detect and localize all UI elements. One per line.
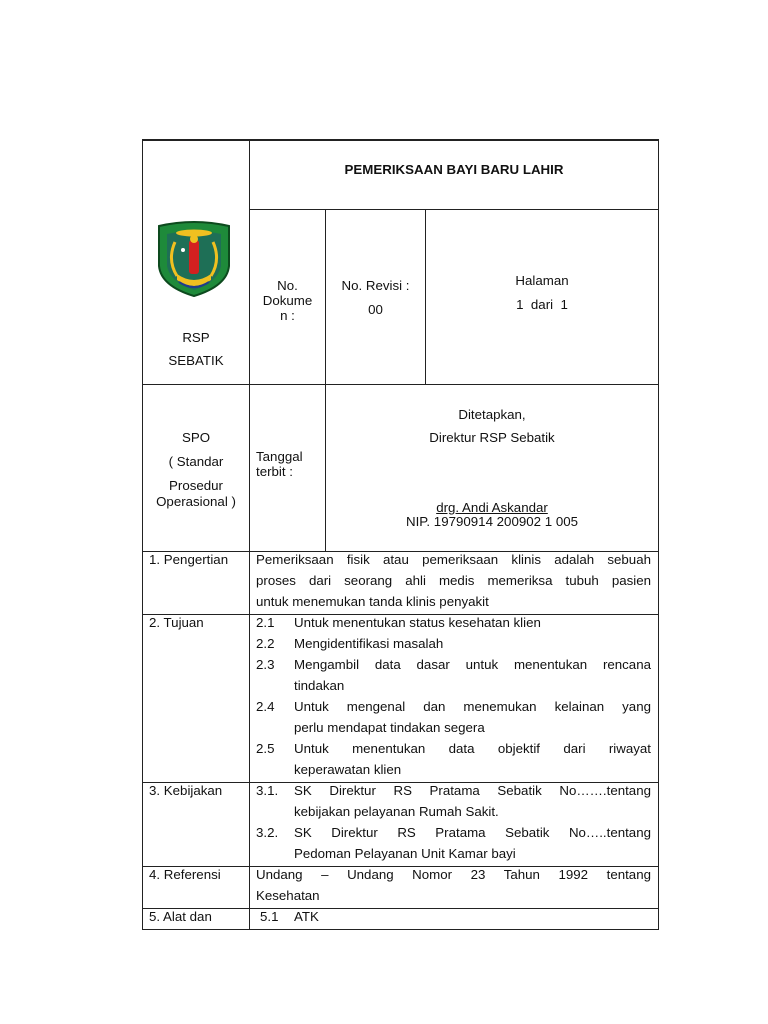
section-label-kebijakan: 3. Kebijakan xyxy=(149,783,223,798)
signer-name: drg. Andi Askandar xyxy=(436,500,548,515)
hospital-emblem-icon xyxy=(155,220,233,298)
doc-number-label: No. Dokume n : xyxy=(262,278,313,323)
section-label-tujuan: 2. Tujuan xyxy=(149,615,204,630)
section-body-referensi: Undang – Undang Nomor 23 Tahun 1992 tentang Kesehatan xyxy=(256,867,651,903)
page-value: 1 dari 1 xyxy=(516,297,568,312)
section-label-referensi: 4. Referensi xyxy=(149,867,221,882)
revision-label: No. Revisi : xyxy=(341,278,410,293)
revision-value: 00 xyxy=(368,302,383,317)
issue-date-label: Tanggal terbit : xyxy=(256,449,303,479)
approval-text-2: Direktur RSP Sebatik xyxy=(429,430,555,445)
org-name-line2: SEBATIK xyxy=(168,353,224,368)
page-label: Halaman xyxy=(515,273,569,288)
list-item: 2.3 Mengambil data dasar untuk menentukan rencana tindakan xyxy=(256,657,651,693)
spo-label: SPO ( Standar Prosedur Operasional ) xyxy=(156,430,236,509)
signer-nip: NIP. 19790914 200902 1 005 xyxy=(405,514,579,529)
approval-text-1: Ditetapkan, xyxy=(458,407,526,422)
org-name-line1: RSP xyxy=(182,330,210,345)
list-item: 2.1 Untuk menentukan status kesehatan klien xyxy=(256,615,541,630)
section-body-pengertian: Pemeriksaan fisik atau pemeriksaan klinis adalah sebuah proses dari seorang ahli medis memeriksa tubuh pasien untuk menemukan tanda klinis penyakit xyxy=(256,552,651,609)
list-item: 2.4 Untuk mengenal dan menemukan kelainan yang perlu mendapat tindakan segera xyxy=(256,699,651,735)
document-title: PEMERIKSAAN BAYI BARU LAHIR xyxy=(344,162,564,177)
section-label-alat: 5. Alat dan xyxy=(149,909,212,924)
list-item: 3.2. SK Direktur RS Pratama Sebatik No…..tentang Pedoman Pelayanan Unit Kamar bayi xyxy=(256,825,651,861)
list-item: 3.1. SK Direktur RS Pratama Sebatik No…….tentang kebijakan pelayanan Rumah Sakit. xyxy=(256,783,651,819)
section-label-pengertian: 1. Pengertian xyxy=(149,552,229,567)
list-item: 2.5 Untuk menentukan data objektif dari riwayat keperawatan klien xyxy=(256,741,651,777)
list-item: 5.1 ATK xyxy=(260,909,319,924)
list-item: 2.2 Mengidentifikasi masalah xyxy=(256,636,444,651)
